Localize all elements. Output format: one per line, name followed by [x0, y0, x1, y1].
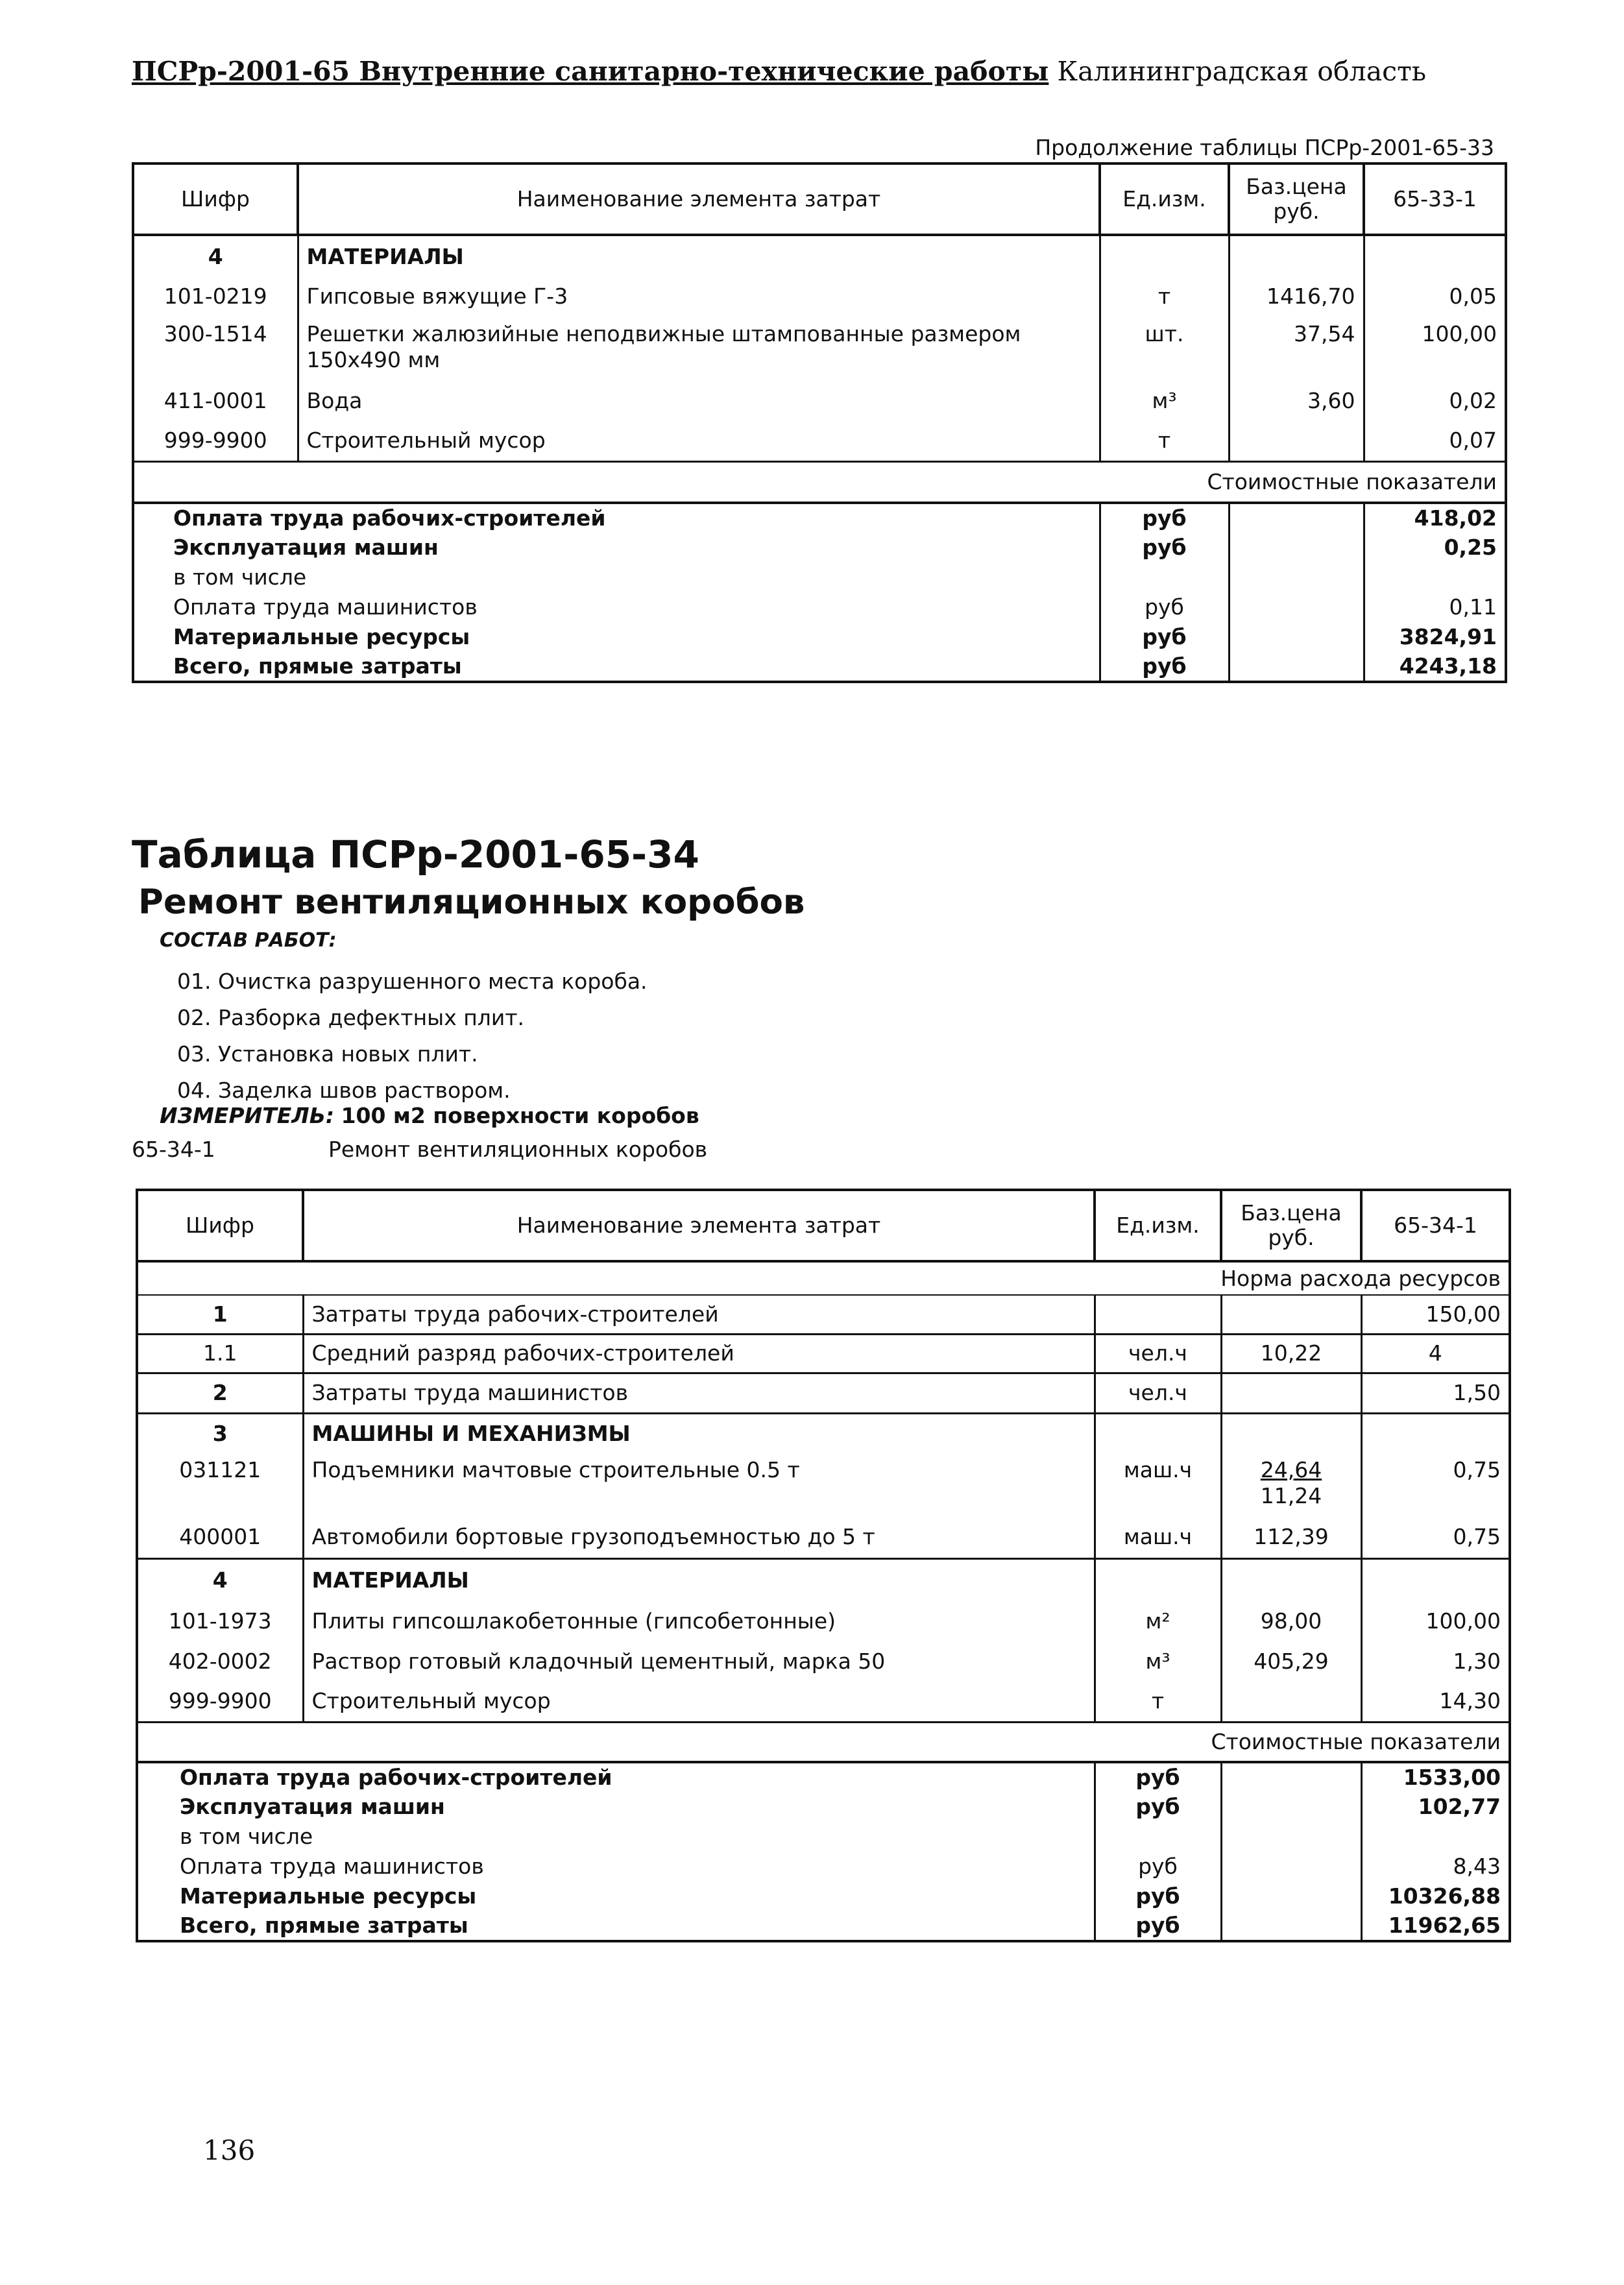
measure-line: [160, 1103, 699, 1128]
cost-row: в том числе: [137, 1822, 1510, 1852]
col-unit-header: Ед.изм.: [1100, 163, 1229, 235]
rate-code-line: [132, 1137, 708, 1162]
col-price-header: Баз.цена руб.: [1221, 1190, 1361, 1261]
col-unit-header: Ед.изм.: [1095, 1190, 1221, 1261]
table-row: 1.1 Средний разряд рабочих-строителей чел.ч 10,22 4: [137, 1334, 1510, 1373]
continuation-note: Продолжение таблицы ПСРр-2001-65-33: [1035, 135, 1494, 160]
table-subtitle: Ремонт вентиляционных коробов: [138, 882, 805, 922]
table-row: 300-1514 Решетки жалюзийные неподвижные штампованные размером 150х490 мм шт. 37,54 100,00: [133, 316, 1506, 381]
table-row: 400001 Автомобили бортовые грузоподъемностью до 5 т маш.ч 112,39 0,75: [137, 1517, 1510, 1558]
section-title: МАТЕРИАЛЫ: [298, 235, 1100, 277]
cost-header-row: [133, 461, 1506, 503]
table-title: Таблица ПСРр-2001-65-34: [132, 832, 699, 877]
cost-row: Материальные ресурсы руб 10326,88: [137, 1881, 1510, 1911]
table-row: 402-0002 Раствор готовый кладочный цементный, марка 50 м³ 405,29 1,30: [137, 1641, 1510, 1682]
work-step: 01. Очистка разрушенного места короба.: [177, 969, 648, 994]
table-header-row: [133, 163, 1506, 235]
table-row: 999-9900 Строительный мусор т 14,30: [137, 1682, 1510, 1722]
section-row-machines: 3 МАШИНЫ И МЕХАНИЗМЫ: [137, 1413, 1510, 1453]
cost-row-total: Всего, прямые затраты руб 11962,65: [137, 1911, 1510, 1941]
work-steps: [177, 963, 648, 1109]
table-65-33-continued: [132, 162, 1507, 683]
measure-value: 100 м2 поверхности коробов: [341, 1103, 699, 1128]
table-header-row: [137, 1190, 1510, 1261]
table-row: 101-0219 Гипсовые вяжущие Г-3 т 1416,70 0,05: [133, 277, 1506, 316]
work-step: 04. Заделка швов раствором.: [177, 1078, 511, 1103]
cost-header-row: [137, 1722, 1510, 1762]
norm-header-row: [137, 1261, 1510, 1295]
page-number: 136: [203, 2134, 256, 2166]
cost-header: Стоимостные показатели: [133, 461, 1506, 503]
header-title: ПСРр-2001-65 Внутренние санитарно-технические работы: [132, 56, 1049, 87]
table-row: 2 Затраты труда машинистов чел.ч 1,50: [137, 1373, 1510, 1413]
col-value-header: 65-34-1: [1361, 1190, 1510, 1261]
col-code-header: Шифр: [137, 1190, 303, 1261]
col-price-header: Баз.цена руб.: [1229, 163, 1364, 235]
table-row: 1 Затраты труда рабочих-строителей 150,00: [137, 1295, 1510, 1334]
table-row: 999-9900 Строительный мусор т 0,07: [133, 421, 1506, 461]
col-value-header: 65-33-1: [1364, 163, 1506, 235]
norm-header: Норма расхода ресурсов: [137, 1261, 1510, 1295]
running-header: [132, 56, 1427, 87]
cost-header: Стоимостные показатели: [137, 1722, 1510, 1762]
table-row: 101-1973 Плиты гипсошлакобетонные (гипсобетонные) м² 98,00 100,00: [137, 1601, 1510, 1641]
cost-row: в том числе: [133, 562, 1506, 592]
header-region: Калининградская область: [1057, 56, 1427, 87]
cost-row: Эксплуатация машин руб 102,77: [137, 1792, 1510, 1822]
table-row: 031121 Подъемники мачтовые строительные 0.5 т маш.ч 24,64 11,24 0,75: [137, 1453, 1510, 1517]
cost-row-total: Всего, прямые затраты руб 4243,18: [133, 652, 1506, 682]
cost-row: Эксплуатация машин руб 0,25: [133, 533, 1506, 562]
rate-code: 65-34-1: [132, 1137, 215, 1162]
section-row-materials: 4 МАТЕРИАЛЫ: [137, 1558, 1510, 1601]
cost-row: Материальные ресурсы руб 3824,91: [133, 622, 1506, 652]
cost-row: Оплата труда рабочих-строителей руб 1533,00: [137, 1762, 1510, 1792]
cost-row: Оплата труда машинистов руб 8,43: [137, 1852, 1510, 1881]
work-step: 03. Установка новых плит.: [177, 1041, 478, 1067]
rate-name: Ремонт вентиляционных коробов: [328, 1137, 708, 1162]
col-name-header: Наименование элемента затрат: [303, 1190, 1095, 1261]
col-code-header: Шифр: [133, 163, 298, 235]
cost-row: Оплата труда рабочих-строителей руб 418,02: [133, 503, 1506, 533]
table-row: 411-0001 Вода м³ 3,60 0,02: [133, 381, 1506, 421]
section-row-materials: [133, 235, 1506, 277]
section-code: 4: [133, 235, 298, 277]
work-composition-heading: СОСТАВ РАБОТ:: [160, 929, 337, 952]
col-name-header: Наименование элемента затрат: [298, 163, 1100, 235]
cost-row: Оплата труда машинистов руб 0,11: [133, 592, 1506, 622]
work-step: 02. Разборка дефектных плит.: [177, 1005, 525, 1030]
measure-label: ИЗМЕРИТЕЛЬ:: [160, 1103, 335, 1128]
table-65-34: [136, 1189, 1511, 1942]
